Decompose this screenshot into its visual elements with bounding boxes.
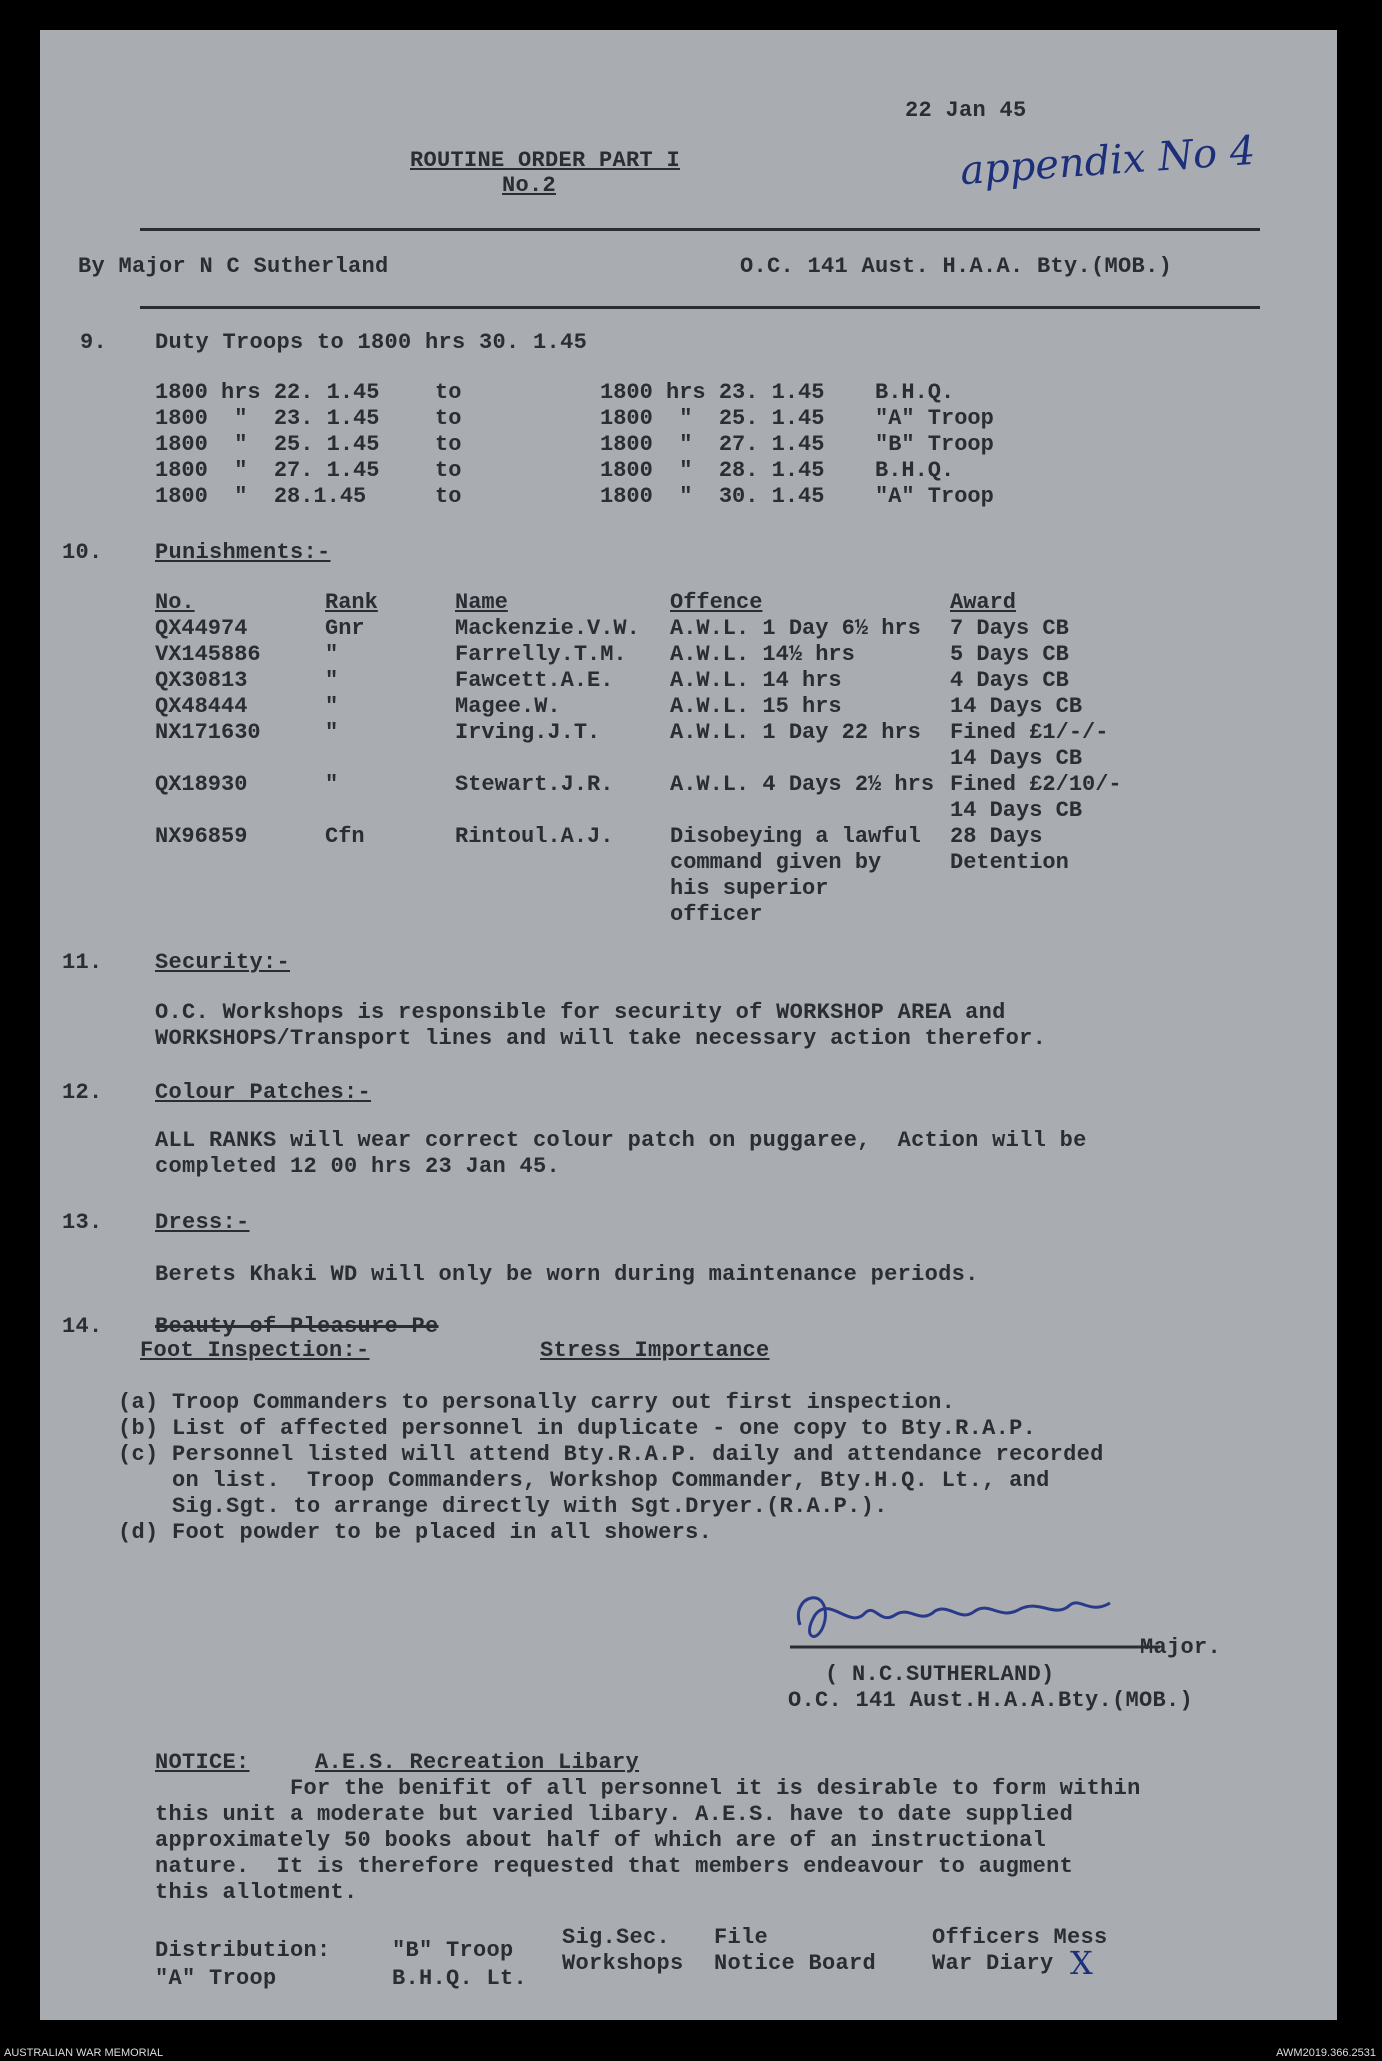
signatory-rank: Major. (1140, 1635, 1222, 1660)
unit-line: O.C. 141 Aust. H.A.A. Bty.(MOB.) (740, 254, 1173, 279)
punishment-offence: A.W.L. 15 hrs (670, 694, 842, 719)
distribution-bhq-lt: B.H.Q. Lt. (392, 1966, 528, 1991)
section-12-number: 12. (62, 1080, 103, 1105)
section-11-number: 11. (62, 950, 103, 975)
distribution-sig-sec: Sig.Sec. (562, 1925, 671, 1950)
distribution-officers-mess: Officers Mess (932, 1925, 1108, 1950)
duty-row-from: 1800 " 27. 1.45 (155, 458, 380, 483)
punishments-header-col-offence: Offence (670, 590, 763, 615)
footer-accession-number: AWM2019.366.2531 (1276, 2047, 1376, 2059)
duty-row-to: to (435, 458, 462, 483)
distribution-war-diary: War Diary (932, 1951, 1054, 1976)
section-11-line-1: O.C. Workshops is responsible for security of WORKSHOP AREA and (155, 1000, 1006, 1025)
punishment-rank: " (325, 642, 339, 667)
duty-row-from: 1800 " 23. 1.45 (155, 406, 380, 431)
duty-row-until: 1800 hrs 23. 1.45 (600, 380, 825, 405)
punishment-award: 14 Days CB (950, 746, 1083, 771)
punishment-no: QX44974 (155, 616, 248, 641)
punishment-no: QX18930 (155, 772, 248, 797)
punishment-award: 4 Days CB (950, 668, 1069, 693)
punishment-name: Rintoul.A.J. (455, 824, 614, 849)
duty-row-troop: "B" Troop (875, 432, 994, 457)
duty-row-to: to (435, 432, 462, 457)
punishment-no: NX96859 (155, 824, 248, 849)
punishment-name: Irving.J.T. (455, 720, 601, 745)
punishment-name: Farrelly.T.M. (455, 642, 627, 667)
section-14-item-b: (b) List of affected personnel in duplicate - one copy to Bty.R.A.P. (118, 1416, 1037, 1441)
distribution-label: Distribution: (155, 1938, 331, 1963)
section-12-heading: Colour Patches:- (155, 1080, 372, 1105)
section-9-number: 9. (80, 330, 108, 355)
punishment-name: Fawcett.A.E. (455, 668, 614, 693)
punishment-offence: A.W.L. 1 Day 22 hrs (670, 720, 921, 745)
notice-line-3: approximately 50 books about half of which are of an instructional (155, 1828, 1047, 1853)
handwritten-tick: X (1070, 1944, 1093, 1982)
notice-line-5: this allotment. (155, 1880, 358, 1905)
section-13-number: 13. (62, 1210, 103, 1235)
punishment-offence: his superior (670, 876, 829, 901)
section-14-item-c-cont-1: on list. Troop Commanders, Workshop Commander, Bty.H.Q. Lt., and (118, 1468, 1050, 1493)
distribution-workshops: Workshops (562, 1951, 684, 1976)
punishment-award: 5 Days CB (950, 642, 1069, 667)
punishment-rank: " (325, 720, 339, 745)
section-14-stress: Stress Importance (540, 1338, 770, 1363)
order-date: 22 Jan 45 (905, 98, 1027, 123)
section-14-item-c: (c) Personnel listed will attend Bty.R.A.P. daily and attendance recorded (118, 1442, 1104, 1467)
punishments-header-col-award: Award (950, 590, 1017, 615)
punishment-offence: A.W.L. 14½ hrs (670, 642, 855, 667)
duty-row-to: to (435, 380, 462, 405)
section-13-heading: Dress:- (155, 1210, 250, 1235)
notice-line-2: this unit a moderate but varied libary. A.E.S. have to date supplied (155, 1802, 1074, 1827)
section-14-item-d: (d) Foot powder to be placed in all showers. (118, 1520, 713, 1545)
duty-row-until: 1800 " 28. 1.45 (600, 458, 825, 483)
punishments-header-col-name: Name (455, 590, 508, 615)
signatory-name: ( N.C.SUTHERLAND) (825, 1662, 1055, 1687)
punishment-no: NX171630 (155, 720, 261, 745)
signatory-unit: O.C. 141 Aust.H.A.A.Bty.(MOB.) (788, 1688, 1194, 1713)
section-14-item-c-cont-2: Sig.Sgt. to arrange directly with Sgt.Dryer.(R.A.P.). (118, 1494, 888, 1519)
duty-row-troop: "A" Troop (875, 484, 994, 509)
section-12-line-1: ALL RANKS will wear correct colour patch on puggaree, Action will be (155, 1128, 1087, 1153)
order-number: No.2 (502, 173, 557, 198)
distribution-notice-board: Notice Board (714, 1951, 877, 1976)
punishment-name: Mackenzie.V.W. (455, 616, 640, 641)
punishment-award: Detention (950, 850, 1069, 875)
section-9-heading: Duty Troops to 1800 hrs 30. 1.45 (155, 330, 588, 355)
punishments-header-col-no: No. (155, 590, 195, 615)
notice-label: NOTICE: (155, 1750, 250, 1775)
punishment-no: QX30813 (155, 668, 248, 693)
punishment-no: QX48444 (155, 694, 248, 719)
duty-row-until: 1800 " 27. 1.45 (600, 432, 825, 457)
duty-row-to: to (435, 484, 462, 509)
header-rule-top (140, 228, 1260, 231)
punishment-award: 28 Days (950, 824, 1043, 849)
header-rule-bottom (140, 306, 1260, 309)
notice-line-1: For the benifit of all personnel it is desirable to form within (155, 1776, 1141, 1801)
punishment-rank: " (325, 772, 339, 797)
punishment-award: 14 Days CB (950, 694, 1083, 719)
section-14-heading: Foot Inspection:- (140, 1338, 370, 1363)
footer-credit: AUSTRALIAN WAR MEMORIAL (4, 2047, 164, 2059)
punishment-award: Fined £1/-/- (950, 720, 1109, 745)
notice-title: A.E.S. Recreation Libary (315, 1750, 640, 1775)
punishment-rank: Gnr (325, 616, 365, 641)
punishment-offence: A.W.L. 4 Days 2½ hrs (670, 772, 935, 797)
handwritten-annotation: appendix No 4 (958, 127, 1257, 195)
punishment-offence: officer (670, 902, 763, 927)
section-11-heading: Security:- (155, 950, 291, 975)
section-11-line-2: WORKSHOPS/Transport lines and will take necessary action therefor. (155, 1026, 1047, 1051)
punishment-award: 14 Days CB (950, 798, 1083, 823)
distribution-b-troop: "B" Troop (392, 1938, 514, 1963)
punishment-offence: command given by (670, 850, 882, 875)
distribution-a-troop: "A" Troop (155, 1966, 277, 1991)
duty-row-until: 1800 " 25. 1.45 (600, 406, 825, 431)
punishment-name: Magee.W. (455, 694, 561, 719)
punishment-rank: " (325, 694, 339, 719)
handwritten-signature (770, 1575, 1180, 1655)
section-12-line-2: completed 12 00 hrs 23 Jan 45. (155, 1154, 561, 1179)
punishment-offence: Disobeying a lawful (670, 824, 921, 849)
punishments-header-col-rank: Rank (325, 590, 378, 615)
by-line: By Major N C Sutherland (78, 254, 389, 279)
document-page (40, 30, 1337, 2020)
duty-row-troop: B.H.Q. (875, 458, 955, 483)
duty-row-until: 1800 " 30. 1.45 (600, 484, 825, 509)
duty-row-from: 1800 " 25. 1.45 (155, 432, 380, 457)
section-14-struck-heading: Beauty of Pleasure Pe (155, 1314, 439, 1339)
distribution-file: File (714, 1925, 769, 1950)
duty-row-from: 1800 hrs 22. 1.45 (155, 380, 380, 405)
order-title: ROUTINE ORDER PART I (410, 148, 681, 173)
section-10-heading: Punishments:- (155, 540, 331, 565)
punishment-offence: A.W.L. 1 Day 6½ hrs (670, 616, 921, 641)
punishment-offence: A.W.L. 14 hrs (670, 668, 842, 693)
punishment-no: VX145886 (155, 642, 261, 667)
section-14-item-a: (a) Troop Commanders to personally carry out first inspection. (118, 1390, 956, 1415)
punishment-name: Stewart.J.R. (455, 772, 614, 797)
duty-row-from: 1800 " 28.1.45 (155, 484, 367, 509)
notice-line-4: nature. It is therefore requested that members endeavour to augment (155, 1854, 1074, 1879)
section-14-number: 14. (62, 1314, 103, 1339)
section-13-line-1: Berets Khaki WD will only be worn during maintenance periods. (155, 1262, 979, 1287)
duty-row-troop: "A" Troop (875, 406, 994, 431)
punishment-award: 7 Days CB (950, 616, 1069, 641)
punishment-rank: " (325, 668, 339, 693)
duty-row-to: to (435, 406, 462, 431)
punishment-rank: Cfn (325, 824, 365, 849)
punishment-award: Fined £2/10/- (950, 772, 1122, 797)
duty-row-troop: B.H.Q. (875, 380, 955, 405)
section-10-number: 10. (62, 540, 103, 565)
